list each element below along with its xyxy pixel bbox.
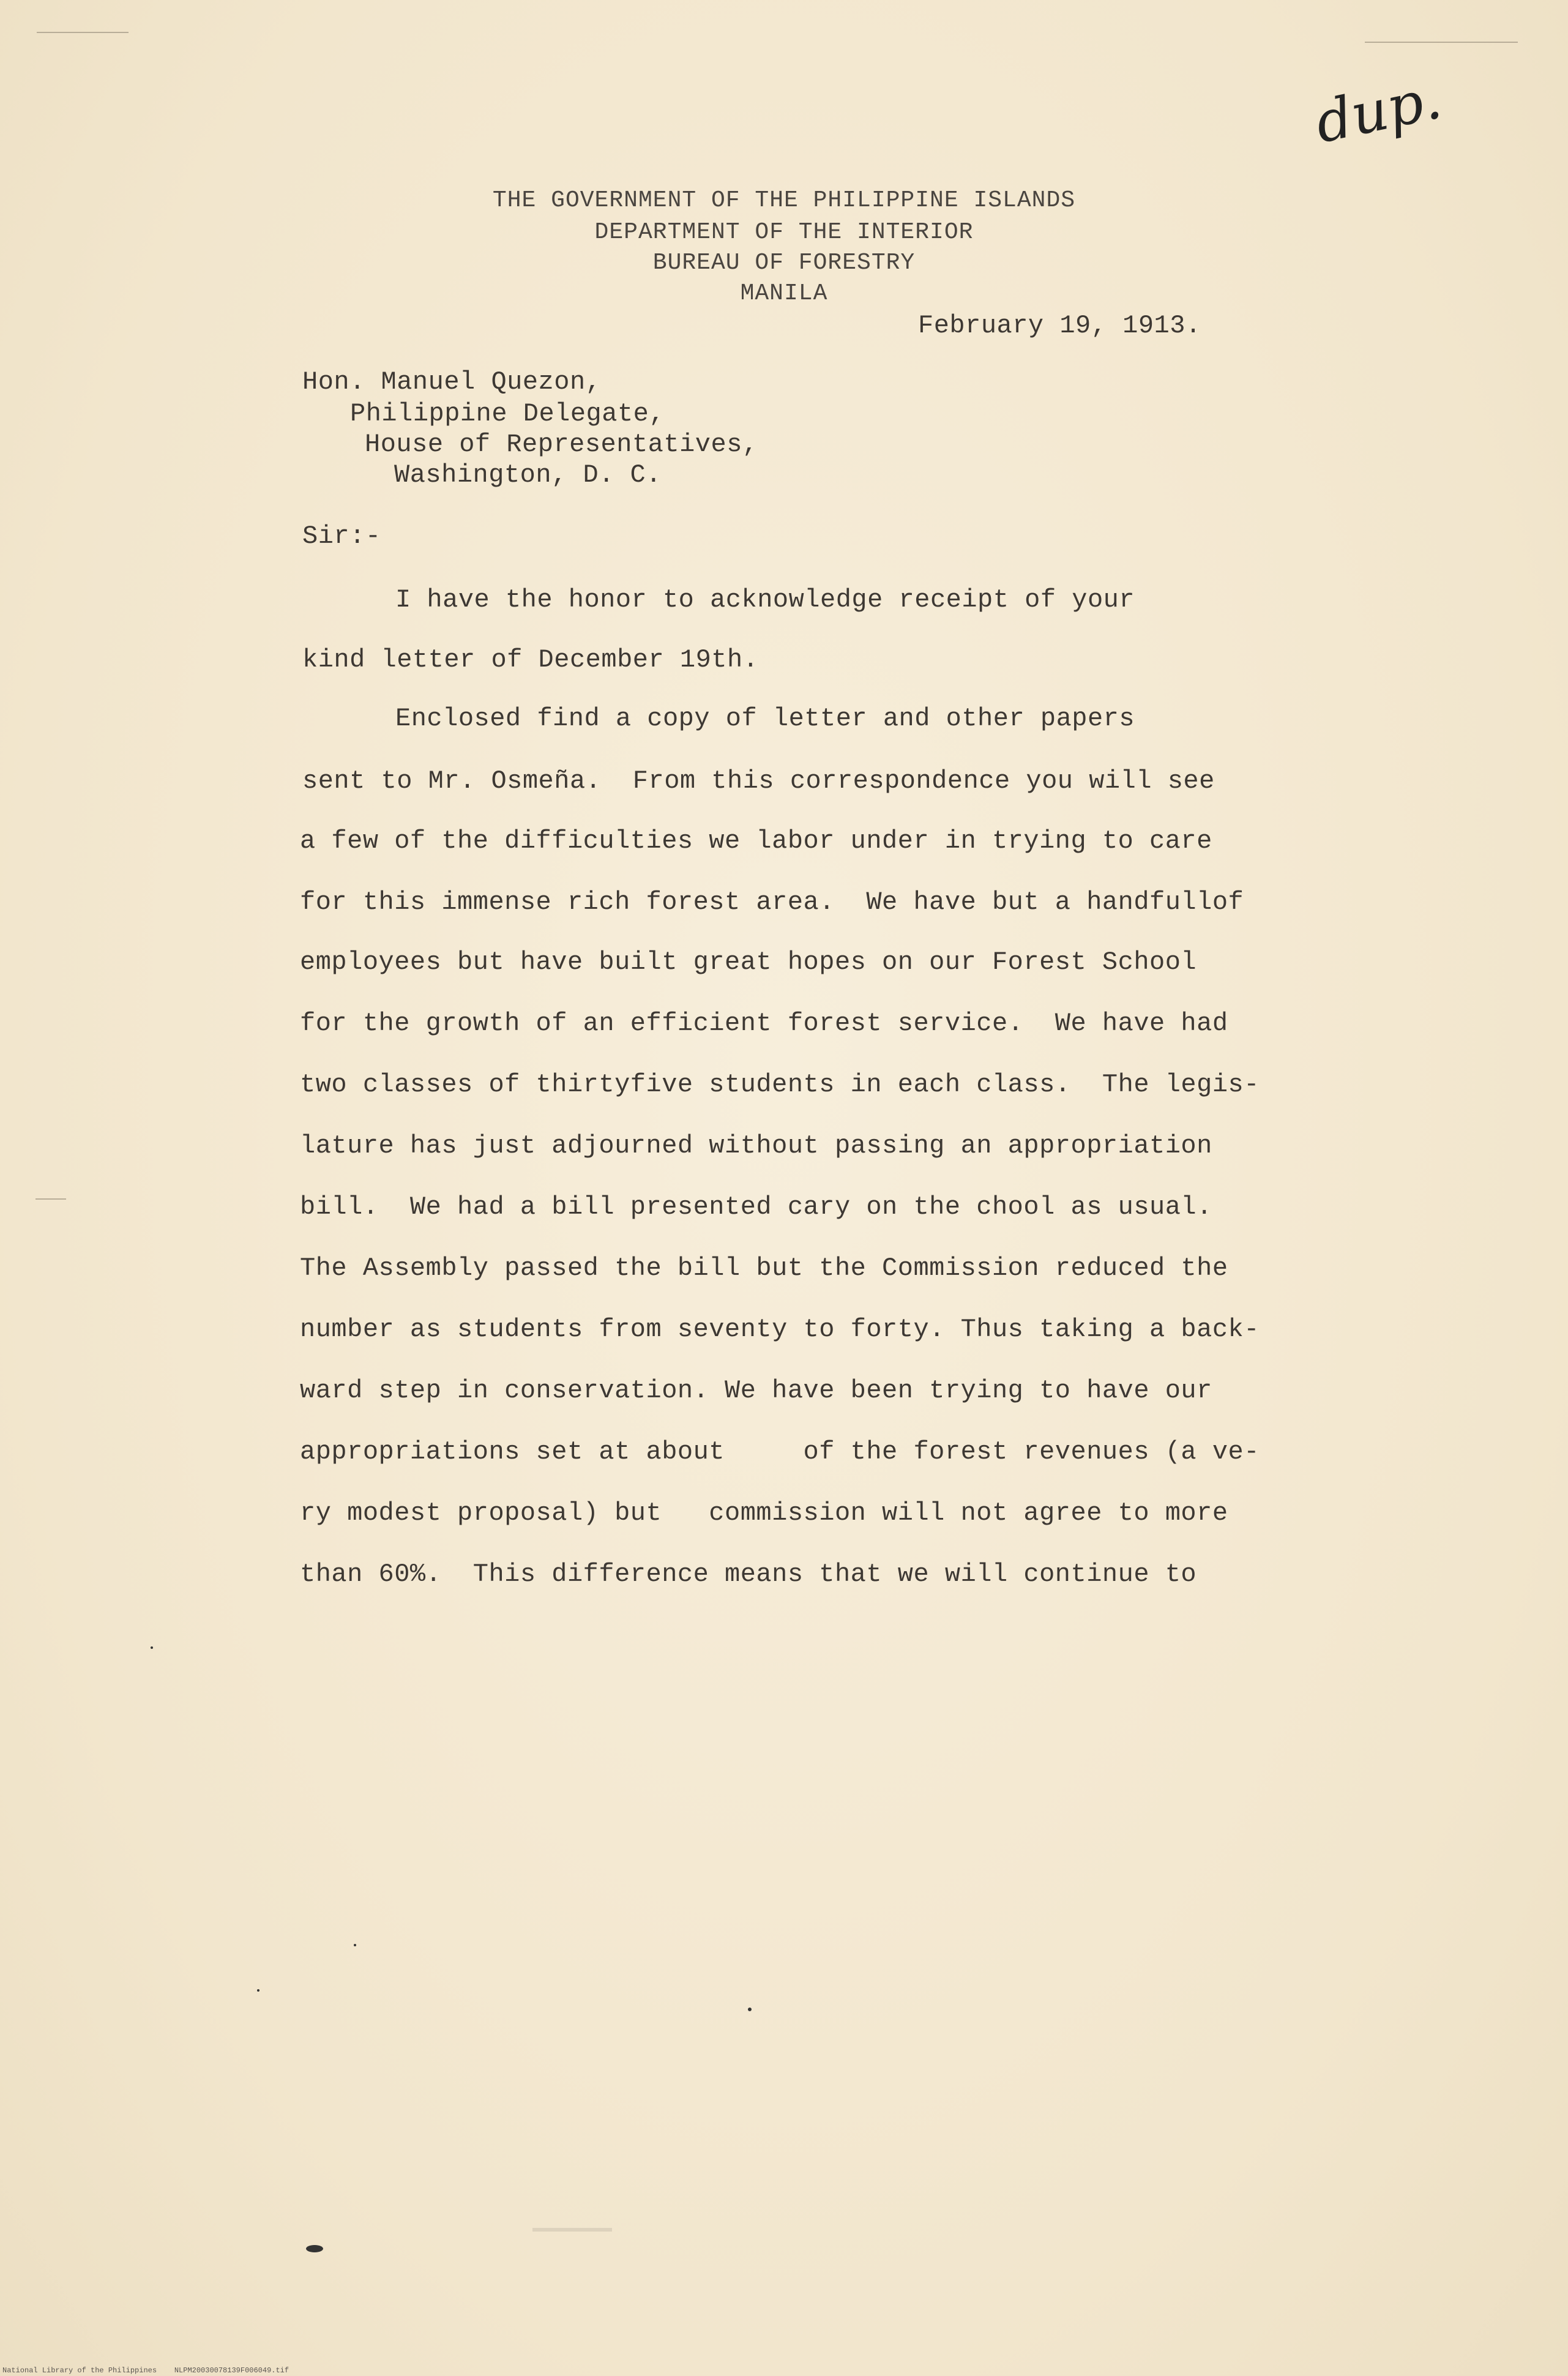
body-line: Enclosed find a copy of letter and other papers bbox=[395, 704, 1135, 733]
body-line: employees but have built great hopes on our Forest School bbox=[300, 947, 1197, 977]
body-line: for this immense rich forest area. We have but a handfullof bbox=[300, 887, 1244, 917]
body-line: number as students from seventy to forty. Thus taking a back- bbox=[300, 1315, 1260, 1344]
recipient-name: Hon. Manuel Quezon, bbox=[302, 367, 602, 397]
ink-speck bbox=[151, 1646, 153, 1649]
recipient-title: Philippine Delegate, bbox=[350, 399, 665, 428]
ink-blot bbox=[306, 2245, 323, 2252]
body-line: lature has just adjourned without passing an appropriation bbox=[300, 1131, 1212, 1160]
letterhead-line-department: DEPARTMENT OF THE INTERIOR bbox=[594, 219, 974, 245]
letterhead-line-city: MANILA bbox=[740, 280, 828, 307]
body-line: than 60%. This difference means that we will continue to bbox=[300, 1560, 1197, 1589]
top-right-edge-mark bbox=[1365, 42, 1518, 43]
salutation: Sir:- bbox=[302, 521, 381, 551]
recipient-organization: House of Representatives, bbox=[365, 430, 758, 459]
body-line: two classes of thirtyfive students in each class. The legis- bbox=[300, 1070, 1260, 1099]
body-line: for the growth of an efficient forest service. We have had bbox=[300, 1009, 1228, 1038]
letterhead-line-bureau: BUREAU OF FORESTRY bbox=[652, 250, 916, 276]
handwritten-annotation: dup. bbox=[1310, 65, 1447, 156]
ink-speck bbox=[748, 2008, 752, 2011]
bottom-smudge bbox=[532, 2228, 612, 2232]
body-line: appropriations set at about of the forest revenues (a ve- bbox=[300, 1437, 1260, 1466]
ink-speck bbox=[354, 1944, 356, 1946]
body-line: ward step in conservation. We have been trying to have our bbox=[300, 1376, 1212, 1405]
archive-footer: National Library of the Philippines NLPM20030078139F006049.tif bbox=[2, 2366, 289, 2375]
top-edge-mark bbox=[37, 32, 129, 33]
recipient-city: Washington, D. C. bbox=[394, 460, 662, 490]
letter-date: February 19, 1913. bbox=[918, 311, 1201, 340]
ink-speck bbox=[257, 1989, 259, 1992]
body-line: The Assembly passed the bill but the Commission reduced the bbox=[300, 1253, 1228, 1283]
body-line: a few of the difficulties we labor under in trying to care bbox=[300, 826, 1212, 856]
letterhead-line-government: THE GOVERNMENT OF THE PHILIPPINE ISLANDS bbox=[492, 187, 1076, 214]
body-line: sent to Mr. Osmeña. From this correspondence you will see bbox=[302, 766, 1215, 796]
body-line: ry modest proposal) but commission will not agree to more bbox=[300, 1498, 1228, 1528]
body-line: I have the honor to acknowledge receipt of your bbox=[395, 585, 1135, 615]
body-line: bill. We had a bill presented cary on the chool as usual. bbox=[300, 1192, 1212, 1222]
body-line: kind letter of December 19th. bbox=[302, 645, 759, 674]
left-margin-mark bbox=[35, 1198, 66, 1200]
